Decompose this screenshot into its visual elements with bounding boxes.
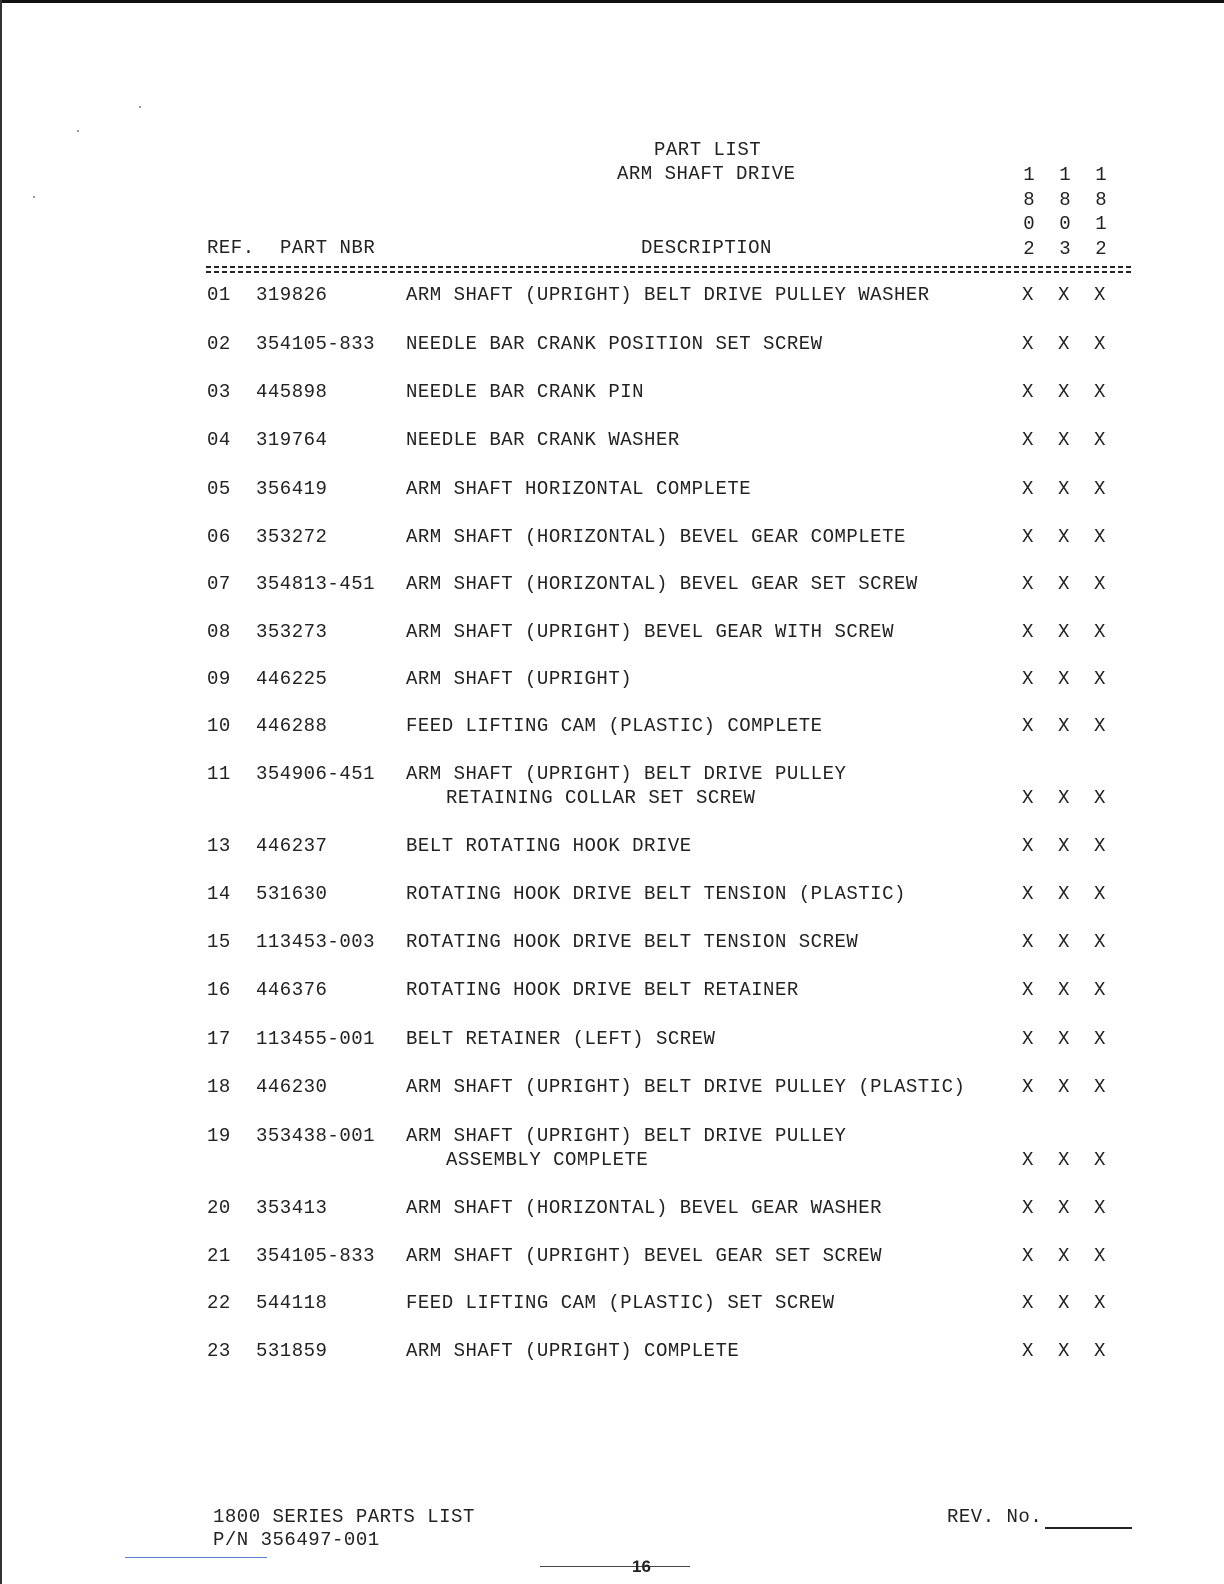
applies-1802-mark: X [1022, 715, 1034, 737]
applies-1803-mark: X [1058, 787, 1070, 809]
revision-label: REV. No. [947, 1506, 1043, 1528]
applies-1803-mark: X [1058, 1197, 1070, 1219]
part-description: ARM SHAFT (UPRIGHT) BEVEL GEAR WITH SCREW [406, 621, 894, 643]
part-number: 319826 [256, 284, 328, 306]
applies-1802-mark: X [1022, 668, 1034, 690]
applies-1802-mark: X [1022, 478, 1034, 500]
applies-1812-mark: X [1094, 284, 1106, 306]
part-number: 544118 [256, 1292, 328, 1314]
applies-1812-mark: X [1094, 526, 1106, 548]
part-description-continued: RETAINING COLLAR SET SCREW [446, 787, 756, 809]
applies-1803-mark: X [1058, 883, 1070, 905]
applies-1812-mark: X [1094, 1149, 1106, 1171]
part-description: ARM SHAFT (UPRIGHT) BELT DRIVE PULLEY (PLASTIC) [406, 1076, 966, 1098]
ref-number: 04 [207, 429, 231, 451]
applies-1803-mark: X [1058, 526, 1070, 548]
part-number: 446376 [256, 979, 328, 1001]
part-description: FEED LIFTING CAM (PLASTIC) COMPLETE [406, 715, 823, 737]
part-description: ARM SHAFT (UPRIGHT) COMPLETE [406, 1340, 740, 1362]
applies-1812-mark: X [1094, 1197, 1106, 1219]
applies-1803-mark: X [1058, 381, 1070, 403]
applies-1802-mark: X [1022, 1028, 1034, 1050]
part-description: ARM SHAFT (UPRIGHT) BELT DRIVE PULLEY [406, 763, 847, 785]
table-row [0, 834, 1224, 882]
ref-number: 15 [207, 931, 231, 953]
applies-1802-mark: X [1022, 573, 1034, 595]
part-description: NEEDLE BAR CRANK PIN [406, 381, 645, 403]
part-description: FEED LIFTING CAM (PLASTIC) SET SCREW [406, 1292, 835, 1314]
applies-1812-mark: X [1094, 883, 1106, 905]
applies-1812-mark: X [1094, 979, 1106, 1001]
part-description: ARM SHAFT (UPRIGHT) BELT DRIVE PULLEY [406, 1125, 847, 1147]
applies-1802-mark: X [1022, 1340, 1034, 1362]
applies-1802-mark: X [1022, 1076, 1034, 1098]
part-description: ROTATING HOOK DRIVE BELT TENSION SCREW [406, 931, 859, 953]
part-description: ARM SHAFT HORIZONTAL COMPLETE [406, 478, 752, 500]
page-number: 16 [632, 1557, 651, 1576]
part-number: 446230 [256, 1076, 328, 1098]
part-number: 356419 [256, 478, 328, 500]
applies-1802-mark: X [1022, 526, 1034, 548]
part-number: 354906-451 [256, 763, 376, 785]
part-description: BELT RETAINER (LEFT) SCREW [406, 1028, 716, 1050]
applies-1802-mark: X [1022, 883, 1034, 905]
model-column-1812: 1 8 1 2 [1095, 164, 1107, 261]
part-number: 531859 [256, 1340, 328, 1362]
part-number: 446288 [256, 715, 328, 737]
ref-number: 19 [207, 1125, 231, 1147]
ref-number: 13 [207, 835, 231, 857]
applies-1812-mark: X [1094, 573, 1106, 595]
table-row [0, 762, 1224, 810]
table-row [0, 380, 1224, 428]
ref-number: 03 [207, 381, 231, 403]
applies-1803-mark: X [1058, 1245, 1070, 1267]
applies-1802-mark: X [1022, 1197, 1034, 1219]
part-number: 113455-001 [256, 1028, 376, 1050]
part-description: NEEDLE BAR CRANK WASHER [406, 429, 680, 451]
table-row [0, 283, 1224, 331]
applies-1812-mark: X [1094, 1245, 1106, 1267]
part-description: ARM SHAFT (UPRIGHT) BEVEL GEAR SET SCREW [406, 1245, 883, 1267]
applies-1803-mark: X [1058, 621, 1070, 643]
part-number: 354105-833 [256, 1245, 376, 1267]
table-row [0, 1291, 1224, 1339]
part-number: 354813-451 [256, 573, 376, 595]
scan-speck [77, 130, 79, 132]
applies-1802-mark: X [1022, 1292, 1034, 1314]
table-row [0, 1075, 1224, 1123]
part-number: 353273 [256, 621, 328, 643]
applies-1812-mark: X [1094, 835, 1106, 857]
applies-1812-mark: X [1094, 621, 1106, 643]
part-number: 353413 [256, 1197, 328, 1219]
part-description: NEEDLE BAR CRANK POSITION SET SCREW [406, 333, 823, 355]
applies-1802-mark: X [1022, 1245, 1034, 1267]
applies-1803-mark: X [1058, 1076, 1070, 1098]
part-number: 446225 [256, 668, 328, 690]
table-row [0, 667, 1224, 715]
ref-number: 07 [207, 573, 231, 595]
ref-number: 01 [207, 284, 231, 306]
ref-number: 16 [207, 979, 231, 1001]
table-row [0, 332, 1224, 380]
applies-1802-mark: X [1022, 931, 1034, 953]
table-row [0, 428, 1224, 476]
applies-1803-mark: X [1058, 429, 1070, 451]
ref-number: 06 [207, 526, 231, 548]
applies-1802-mark: X [1022, 1149, 1034, 1171]
page-subtitle: ARM SHAFT DRIVE [617, 163, 796, 185]
applies-1803-mark: X [1058, 931, 1070, 953]
applies-1802-mark: X [1022, 381, 1034, 403]
part-description: ROTATING HOOK DRIVE BELT TENSION (PLASTIC) [406, 883, 906, 905]
applies-1812-mark: X [1094, 787, 1106, 809]
applies-1812-mark: X [1094, 381, 1106, 403]
applies-1802-mark: X [1022, 284, 1034, 306]
part-number: 353272 [256, 526, 328, 548]
page-title: PART LIST [654, 139, 762, 161]
part-description: ARM SHAFT (HORIZONTAL) BEVEL GEAR WASHER [406, 1197, 883, 1219]
table-row [0, 978, 1224, 1026]
footer-bottom-line [540, 1566, 690, 1567]
part-description-continued: ASSEMBLY COMPLETE [446, 1149, 649, 1171]
applies-1803-mark: X [1058, 668, 1070, 690]
model-column-1802: 1 8 0 2 [1023, 164, 1035, 261]
ref-number: 17 [207, 1028, 231, 1050]
table-row [0, 620, 1224, 668]
top-border [0, 0, 1224, 3]
part-description: BELT ROTATING HOOK DRIVE [406, 835, 692, 857]
applies-1803-mark: X [1058, 1149, 1070, 1171]
table-row [0, 477, 1224, 525]
applies-1803-mark: X [1058, 284, 1070, 306]
part-description: ARM SHAFT (HORIZONTAL) BEVEL GEAR COMPLETE [406, 526, 906, 548]
part-number: 113453-003 [256, 931, 376, 953]
applies-1803-mark: X [1058, 979, 1070, 1001]
applies-1803-mark: X [1058, 715, 1070, 737]
column-header-part-nbr: PART NBR [280, 237, 376, 259]
applies-1812-mark: X [1094, 1076, 1106, 1098]
applies-1812-mark: X [1094, 1028, 1106, 1050]
applies-1803-mark: X [1058, 1340, 1070, 1362]
applies-1812-mark: X [1094, 333, 1106, 355]
applies-1802-mark: X [1022, 835, 1034, 857]
table-row [0, 1244, 1224, 1292]
part-description: ARM SHAFT (UPRIGHT) [406, 668, 633, 690]
part-number: 354105-833 [256, 333, 376, 355]
applies-1812-mark: X [1094, 429, 1106, 451]
applies-1812-mark: X [1094, 931, 1106, 953]
applies-1802-mark: X [1022, 333, 1034, 355]
ref-number: 05 [207, 478, 231, 500]
column-header-description: DESCRIPTION [641, 237, 772, 259]
applies-1803-mark: X [1058, 333, 1070, 355]
revision-blank-line [1045, 1527, 1132, 1529]
ref-number: 11 [207, 763, 231, 785]
scan-speck [139, 106, 141, 108]
applies-1803-mark: X [1058, 573, 1070, 595]
ref-number: 20 [207, 1197, 231, 1219]
table-row [0, 1196, 1224, 1244]
table-row [0, 525, 1224, 573]
applies-1802-mark: X [1022, 429, 1034, 451]
part-description: ARM SHAFT (UPRIGHT) BELT DRIVE PULLEY WASHER [406, 284, 930, 306]
scan-speck [33, 196, 35, 198]
model-column-1803: 1 8 0 3 [1059, 164, 1071, 261]
part-description: ARM SHAFT (HORIZONTAL) BEVEL GEAR SET SCREW [406, 573, 918, 595]
applies-1812-mark: X [1094, 1340, 1106, 1362]
part-description: ROTATING HOOK DRIVE BELT RETAINER [406, 979, 799, 1001]
table-row [0, 930, 1224, 978]
applies-1803-mark: X [1058, 1028, 1070, 1050]
ref-number: 08 [207, 621, 231, 643]
applies-1812-mark: X [1094, 1292, 1106, 1314]
ref-number: 22 [207, 1292, 231, 1314]
ref-number: 21 [207, 1245, 231, 1267]
ref-number: 23 [207, 1340, 231, 1362]
table-row [0, 1027, 1224, 1075]
applies-1802-mark: X [1022, 787, 1034, 809]
footer-part-number: P/N 356497-001 [213, 1529, 380, 1551]
applies-1802-mark: X [1022, 979, 1034, 1001]
footer-series: 1800 SERIES PARTS LIST [213, 1506, 475, 1528]
ref-number: 18 [207, 1076, 231, 1098]
table-row [0, 714, 1224, 762]
column-header-ref: REF. [207, 237, 255, 259]
header-separator [206, 266, 1132, 274]
part-number: 531630 [256, 883, 328, 905]
table-row [0, 572, 1224, 620]
ref-number: 10 [207, 715, 231, 737]
part-number: 319764 [256, 429, 328, 451]
applies-1812-mark: X [1094, 668, 1106, 690]
applies-1812-mark: X [1094, 715, 1106, 737]
ref-number: 02 [207, 333, 231, 355]
part-number: 446237 [256, 835, 328, 857]
applies-1812-mark: X [1094, 478, 1106, 500]
applies-1802-mark: X [1022, 621, 1034, 643]
table-row [0, 882, 1224, 930]
applies-1803-mark: X [1058, 835, 1070, 857]
part-number: 353438-001 [256, 1125, 376, 1147]
footer-blue-line [125, 1557, 267, 1558]
ref-number: 14 [207, 883, 231, 905]
table-row [0, 1124, 1224, 1172]
table-row [0, 1339, 1224, 1387]
applies-1803-mark: X [1058, 478, 1070, 500]
part-number: 445898 [256, 381, 328, 403]
applies-1803-mark: X [1058, 1292, 1070, 1314]
ref-number: 09 [207, 668, 231, 690]
